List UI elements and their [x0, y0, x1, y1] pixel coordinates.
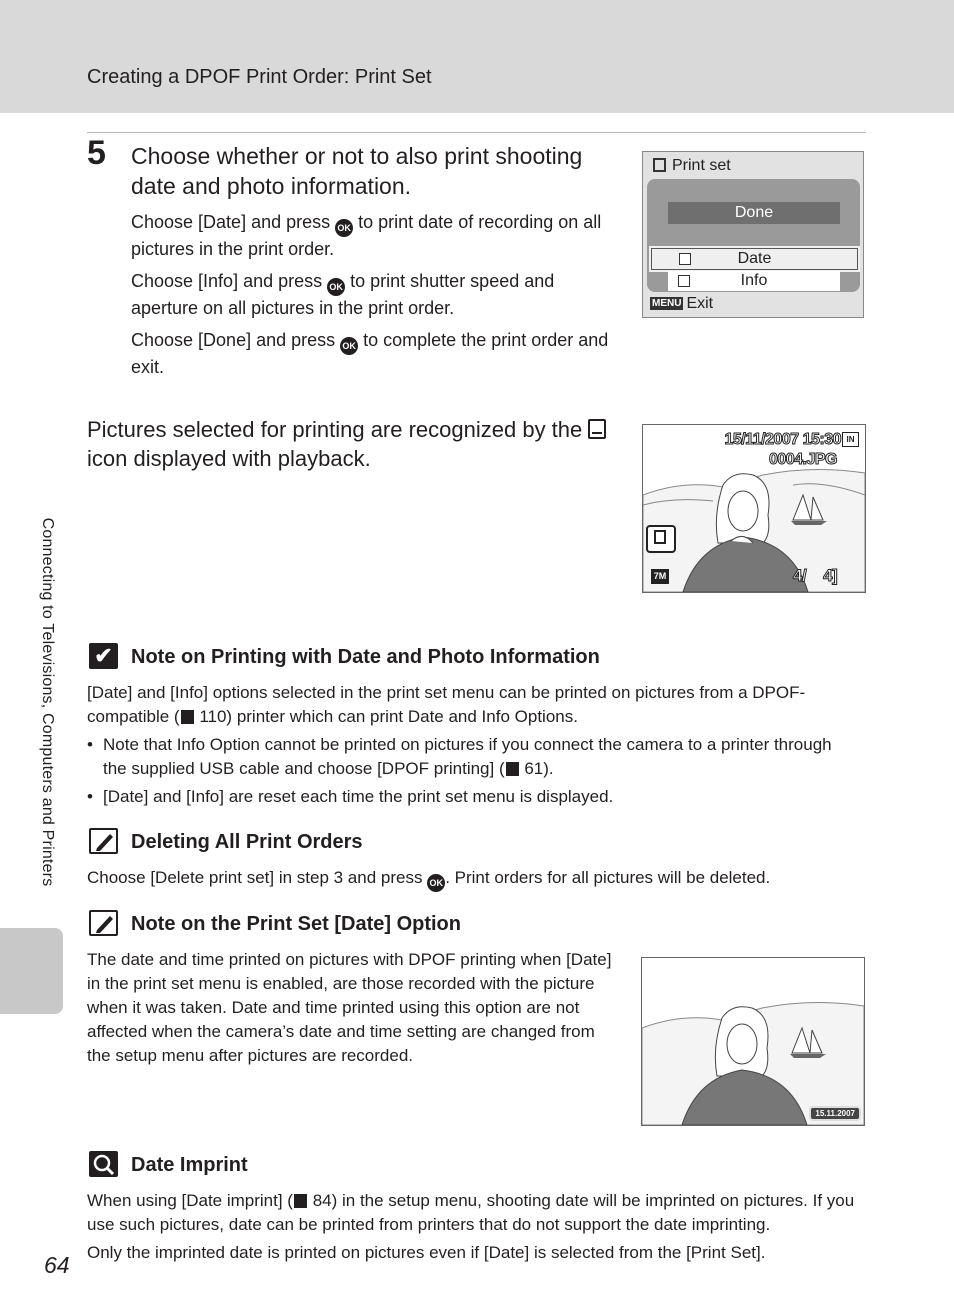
recognized-paragraph	[87, 415, 617, 473]
menu-title	[653, 157, 731, 175]
step-number: 5	[87, 134, 106, 172]
menu-title-text: Print set	[672, 157, 731, 174]
image-mode-icon: 7M	[651, 569, 669, 584]
menu-date-option[interactable]	[651, 248, 858, 270]
menu-panel	[647, 179, 860, 292]
text: [Date] and [Info] options selected in the print set menu can be printed on pictures from a DPOF-compatible (	[87, 683, 806, 726]
page-number: 64	[44, 1252, 70, 1278]
print-icon	[653, 158, 666, 172]
menu-exit-hint	[650, 295, 713, 313]
divider	[87, 132, 866, 133]
page-reference-icon	[506, 762, 519, 776]
ok-button-icon: OK	[335, 219, 353, 237]
text: Choose [Date] and press	[131, 212, 336, 232]
note-text	[87, 1189, 867, 1237]
text: Note that Info Option cannot be printed on pictures if you connect the camera to a printer through the supplied USB cable and choose [DPOF printing] (	[103, 735, 832, 778]
date-imprint-photo	[641, 957, 865, 1126]
step-heading: Choose whether or not to also print shooting date and photo information.	[131, 143, 583, 199]
internal-memory-icon: IN	[842, 432, 859, 447]
menu-button-icon: MENU	[652, 298, 682, 309]
print-order-icon	[588, 419, 606, 439]
note-title: Note on the Print Set [Date] Option	[131, 913, 461, 935]
bullet-dot: •	[87, 787, 93, 806]
sample-photo	[642, 958, 864, 1125]
playback-counter: 4/ 4]	[793, 566, 838, 585]
text: 61).	[519, 759, 554, 778]
text: Choose [Info] and press	[131, 271, 328, 291]
print-set-menu-screen	[642, 151, 864, 318]
text: to print shutter speed and aperture on all pictures in the print order.	[131, 271, 555, 318]
section-title: Creating a DPOF Print Order: Print Set	[87, 66, 432, 88]
list-item	[87, 785, 857, 809]
text: to complete the print order and exit.	[131, 330, 609, 377]
chapter-tab	[0, 928, 63, 1014]
text: . Print orders for all pictures will be deleted.	[445, 868, 771, 887]
print-order-icon	[646, 525, 676, 553]
magnifier-icon	[89, 1151, 118, 1177]
ok-button-icon: OK	[327, 278, 345, 296]
ok-button-icon: OK	[340, 337, 358, 355]
text: Choose [Delete print set] in step 3 and press	[87, 868, 428, 887]
page-reference-icon	[181, 710, 194, 724]
menu-done-option[interactable]: Done	[668, 202, 840, 224]
ok-button-icon: OK	[427, 874, 445, 892]
bullet-dot: •	[87, 735, 93, 754]
page-reference-icon	[294, 1194, 307, 1208]
text: to print date of recording on all pictures in the print order.	[131, 212, 602, 259]
playback-filename: 0004.JPG	[768, 451, 837, 468]
list-item	[87, 733, 857, 781]
pencil-icon	[89, 828, 118, 854]
chapter-side-label: Connecting to Televisions, Computers and Printers	[39, 517, 56, 887]
note-title: Date Imprint	[131, 1154, 248, 1176]
note-text	[87, 681, 857, 729]
note-text: Only the imprinted date is printed on pictures even if [Date] is selected from the [Print Set].	[87, 1243, 766, 1262]
note-text	[87, 866, 857, 892]
exit-label: Exit	[686, 295, 714, 312]
note-title: Deleting All Print Orders	[131, 831, 363, 853]
date-stamp: 15.11.2007	[809, 1106, 861, 1121]
pencil-icon	[89, 910, 118, 936]
step-instruction-done	[131, 328, 621, 380]
step-instruction-info	[131, 269, 621, 321]
option-label: Date	[737, 250, 772, 267]
step-instruction-date	[131, 210, 621, 262]
text: Pictures selected for printing are recognized by the	[87, 417, 589, 442]
text: [Date] and [Info] are reset each time the print set menu is displayed.	[103, 787, 614, 806]
note-text: The date and time printed on pictures with DPOF printing when [Date] in the print set menu is enabled, are those recorded with the picture when it was taken. Date and time printed using this option are not affected when the camera’s date and time setting are changed from the setup menu after pictures are recorded.	[87, 950, 612, 1065]
playback-datetime: 15/11/2007 15:30	[724, 431, 841, 448]
text: Choose [Done] and press	[131, 330, 341, 350]
playback-screen	[642, 424, 866, 593]
note-title: Note on Printing with Date and Photo Information	[131, 646, 600, 668]
page-header	[0, 0, 954, 113]
text: icon displayed with playback.	[87, 446, 371, 471]
text: When using [Date imprint] (	[87, 1191, 293, 1210]
text: 84) in the setup menu, shooting date will be imprinted on pictures. If you use such pictures, date can be printed from printers that do not support the date imprinting.	[87, 1191, 855, 1234]
checkmark-icon: ✔	[89, 643, 118, 669]
text: 110) printer which can print Date and Info Options.	[194, 707, 578, 726]
option-label: Info	[740, 272, 768, 289]
menu-info-option[interactable]	[668, 271, 840, 291]
